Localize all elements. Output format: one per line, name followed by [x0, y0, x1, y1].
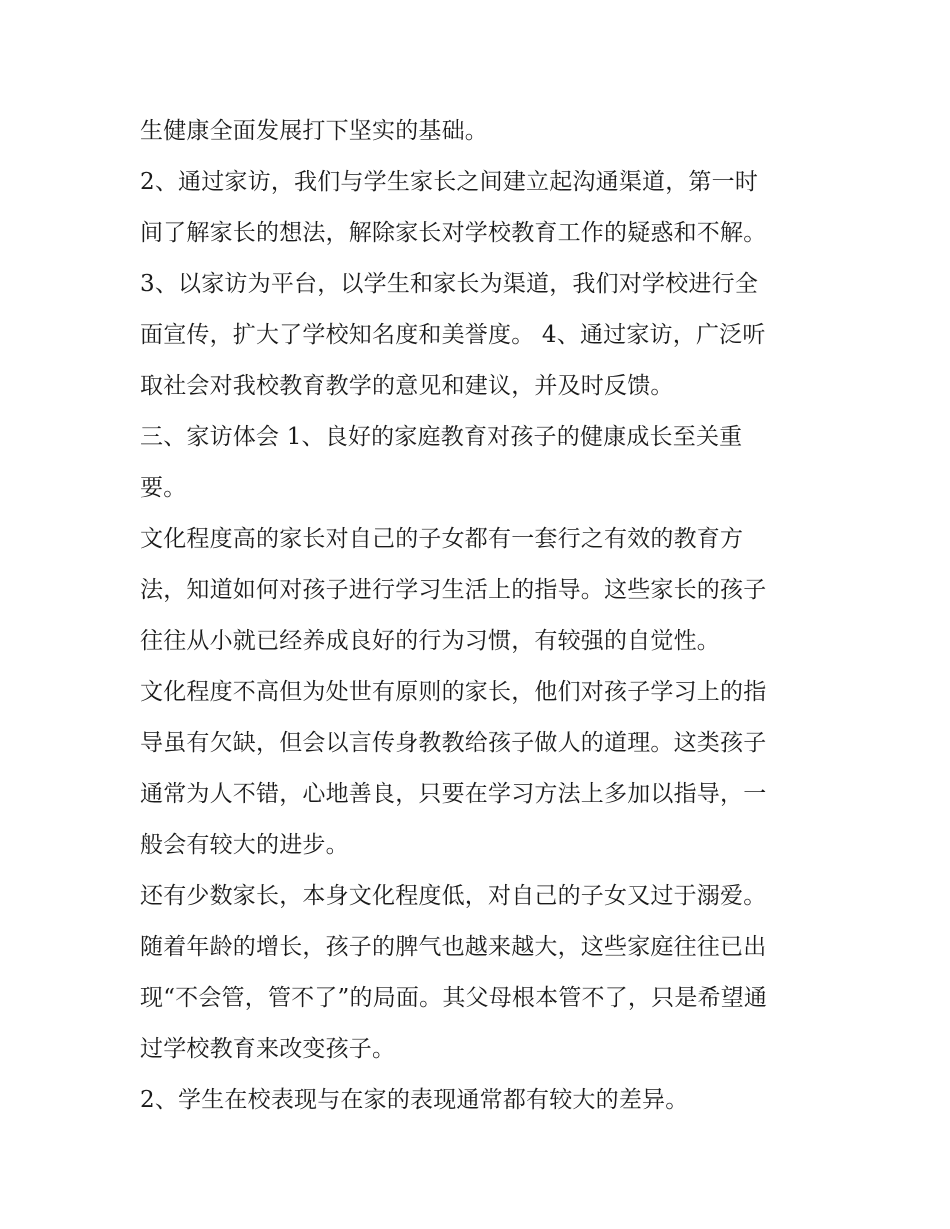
text-line: 面宣传，扩大了学校知名度和美誉度。 4、通过家访，广泛听 [140, 322, 766, 348]
text-line: 2、学生在校表现与在家的表现通常都有较大的差异。 [140, 1087, 689, 1113]
text-line: 往往从小就已经养成良好的行为习惯，有较强的自觉性。 [140, 628, 720, 654]
text-line: 还有少数家长，本身文化程度低，对自己的子女又过于溺爱。 [140, 883, 767, 909]
text-line: 随着年龄的增长，孩子的脾气也越来越大，这些家庭往往已出 [140, 934, 767, 960]
text-line: 文化程度高的家长对自己的子女都有一套行之有效的教育方 [140, 526, 744, 552]
text-line: 般会有较大的进步。 [140, 832, 349, 858]
text-line: 生健康全面发展打下坚实的基础。 [140, 118, 488, 144]
text-line: 法，知道如何对孩子进行学习生活上的指导。这些家长的孩子 [140, 577, 767, 603]
section-heading-line: 三、家访体会 1、良好的家庭教育对孩子的健康成长至关重 [140, 424, 743, 450]
text-line: 3、以家访为平台，以学生和家长为渠道，我们对学校进行全 [140, 271, 759, 297]
text-line: 过学校教育来改变孩子。 [140, 1036, 396, 1062]
text-line: 要。 [140, 475, 187, 501]
text-line: 文化程度不高但为处世有原则的家长，他们对孩子学习上的指 [140, 679, 767, 705]
text-line: 导虽有欠缺，但会以言传身教教给孩子做人的道理。这类孩子 [140, 730, 767, 756]
text-line: 间了解家长的想法，解除家长对学校教育工作的疑惑和不解。 [140, 220, 767, 246]
document-body [140, 106, 820, 1126]
text-line: 2、通过家访，我们与学生家长之间建立起沟通渠道，第一时 [140, 169, 759, 195]
text-line: 通常为人不错，心地善良，只要在学习方法上多加以指导，一 [140, 781, 767, 807]
text-line: 取社会对我校教育教学的意见和建议，并及时反馈。 [140, 373, 674, 399]
text-line: 现“不会管，管不了”的局面。其父母根本管不了，只是希望通 [140, 985, 768, 1011]
